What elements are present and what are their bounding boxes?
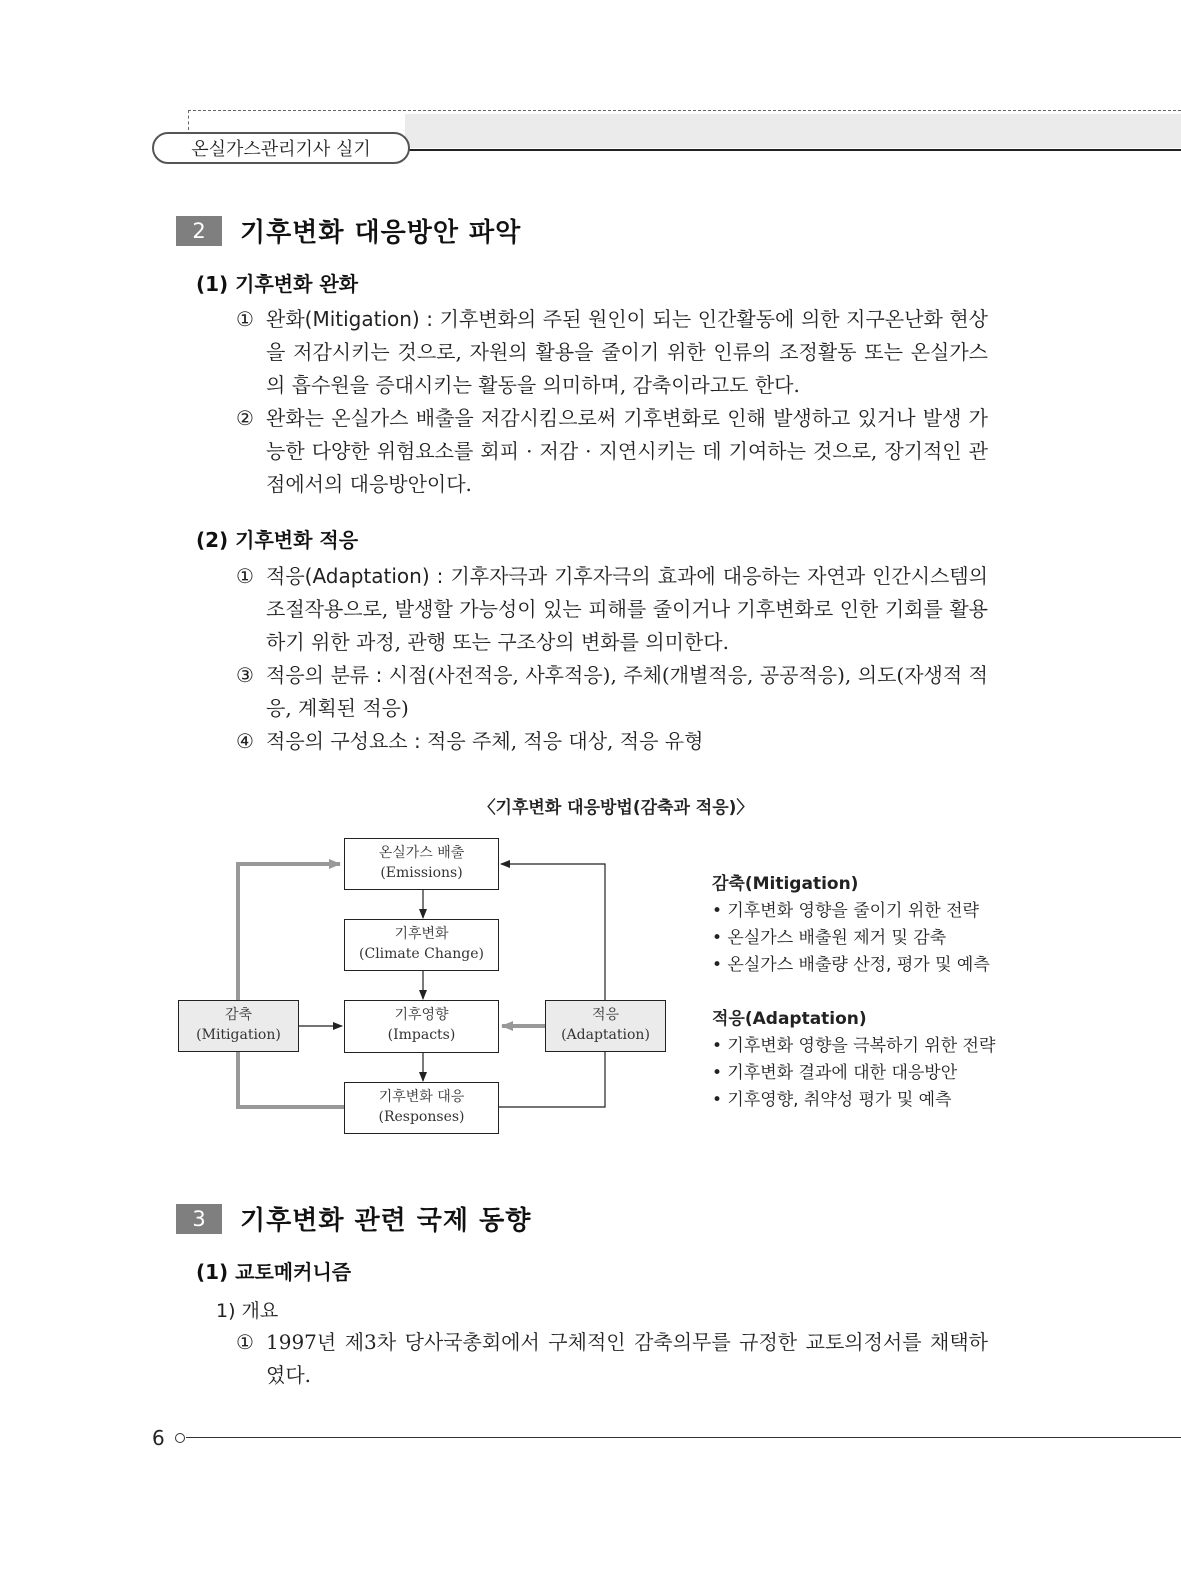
item-marker: ③ [236,663,254,687]
section-heading-3 [176,1200,531,1237]
book-title: 온실가스관리기사 실기 [152,132,410,164]
item-term: 완화는 [266,406,324,430]
legend-bullet: • 기후변화 결과에 대한 대응방안 [712,1063,958,1083]
item-marker: ① [236,564,254,588]
box-climate-change [344,919,499,971]
subsection-title-kyoto: (1) 교토메커니즘 [196,1260,352,1284]
item-term: 완화(Mitigation) : [266,307,434,331]
legend-bullet: • 기후변화 영향을 극복하기 위한 전략 [712,1036,996,1056]
box-mitigation [178,1000,299,1052]
box-label-en: (Mitigation) [196,1027,281,1043]
box-label-en: (Responses) [378,1109,465,1125]
box-adaptation [545,1000,666,1052]
legend-bullet: • 기후변화 영향을 줄이기 위한 전략 [712,901,979,921]
kyoto-paragraphs [236,1326,988,1392]
footer-circle [175,1433,185,1443]
footer-rule [186,1437,1181,1438]
loop-responses-to-adaptation [499,1052,605,1107]
legend-title: 감축(Mitigation) [712,874,859,894]
box-label-ko: 기후변화 [394,926,449,942]
box-impacts [344,1000,499,1053]
box-label-en: (Emissions) [380,865,463,881]
item-marker: ② [236,406,254,430]
legend-adaptation [712,1006,995,1114]
box-label-en: (Climate Change) [359,946,484,962]
item-marker: ④ [236,729,254,753]
item-text: 온실가스 배출을 저감시킴으로써 기후변화로 인해 발생하고 있거나 발생 가능한 다양한 위험요소를 회피 · 저감 · 지연시키는 데 기여하는 것으로, 장기적인 관점에서의 대응방안이다. [266,406,988,496]
box-label-ko: 온실가스 배출 [378,845,465,861]
box-label-en: (Impacts) [387,1027,456,1043]
item-marker: ① [236,307,254,331]
loop-mitigation-to-emissions [238,864,340,1000]
figure-caption: 〈기후변화 대응방법(감축과 적응)〉 [478,798,754,818]
legend-mitigation [712,871,990,979]
item-term: 적응(Adaptation) : [266,564,444,588]
box-label-en: (Adaptation) [561,1027,650,1043]
item-term: 적응의 분류 : [266,663,383,687]
box-label-ko: 기후영향 [394,1007,449,1023]
legend-bullet: • 온실가스 배출량 산정, 평가 및 예측 [712,955,990,975]
page-number: 6 [152,1426,165,1450]
minor-heading-overview: 1) 개요 [216,1300,279,1322]
box-emissions [344,838,499,890]
section-number: 2 [176,216,222,246]
item-text: 시점(사전적응, 사후적응), 주체(개별적응, 공공적응), 의도(자생적 적응, 계획된 적응) [266,663,988,720]
loop-adaptation-to-emissions [501,864,605,1000]
subsection-title-mitigation: (1) 기후변화 완화 [196,272,359,296]
box-label-ko: 적응 [591,1007,620,1023]
loop-responses-to-mitigation [238,1052,344,1107]
item-marker: ① [236,1330,254,1354]
subsection-title-adaptation: (2) 기후변화 적응 [196,528,359,552]
legend-title: 적응(Adaptation) [712,1009,867,1029]
section-title: 기후변화 대응방안 파악 [240,218,522,248]
item-text: 적응 주체, 적응 대상, 적응 유형 [420,729,704,753]
item-text: 1997년 제3차 당사국총회에서 구체적인 감축의무를 규정한 교토의정서를 채택하였다. [266,1330,988,1387]
section-number: 3 [176,1204,222,1234]
item-term: 적응의 구성요소 : [266,729,421,753]
item-text: 기후변화의 주된 원인이 되는 인간활동에 의한 지구온난화 현상을 저감시키는 것으로, 자원의 활용을 줄이기 위한 인류의 조정활동 또는 온실가스의 흡수원을 증대시키는 활동을 의미하며, 감축이라고도 한다. [266,307,988,397]
legend-bullet: • 기후영향, 취약성 평가 및 예측 [712,1090,952,1110]
list-item [236,1326,988,1392]
item-text: 기후자극과 기후자극의 효과에 대응하는 자연과 인간시스템의 조절작용으로, 발생할 가능성이 있는 피해를 줄이거나 기후변화로 인한 기회를 활용하기 위한 과정, 관행 또는 구조상의 변화를 의미한다. [266,564,988,654]
box-label-ko: 기후변화 대응 [378,1089,465,1105]
section-title: 기후변화 관련 국제 동향 [240,1206,532,1236]
box-label-ko: 감축 [224,1007,253,1023]
box-responses [344,1082,499,1134]
legend-bullet: • 온실가스 배출원 제거 및 감축 [712,928,947,948]
